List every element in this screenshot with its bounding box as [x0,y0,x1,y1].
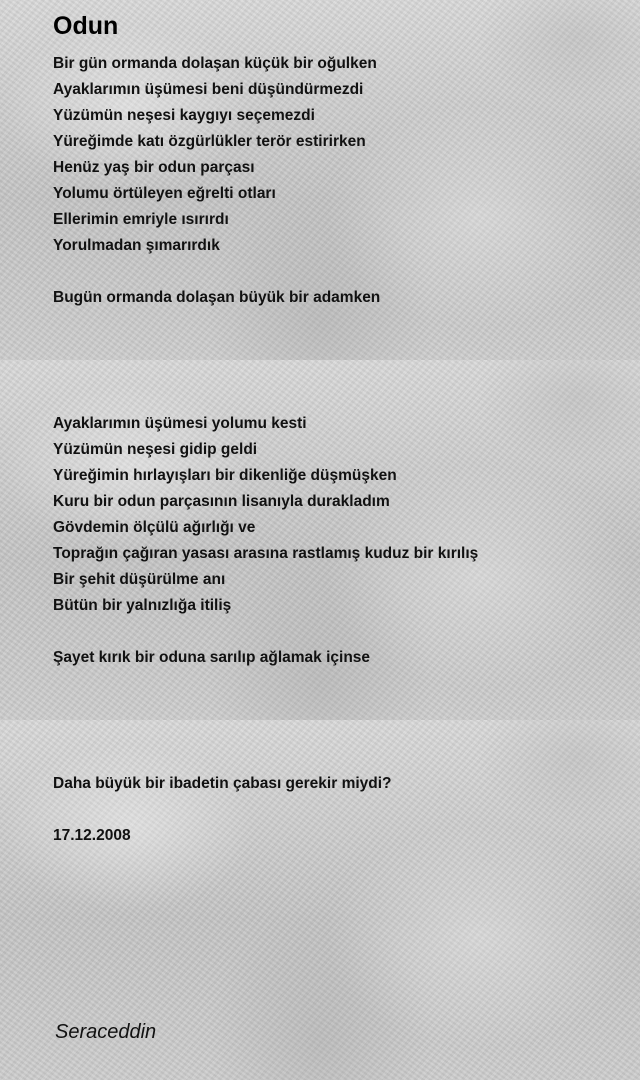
poem-line: Yüreğimde katı özgürlükler terör estirirken [53,133,366,150]
poem-line: Daha büyük bir ibadetin çabası gerekir miydi? [53,775,392,792]
poem-line: Ayaklarımın üşümesi yolumu kesti [53,415,307,432]
poem-line: Henüz yaş bir odun parçası [53,159,255,176]
poem-line: Bütün bir yalnızlığa itiliş [53,597,232,614]
poem-line: Yüzümün neşesi kaygıyı seçemezdi [53,107,315,124]
poem-line: Kuru bir odun parçasının lisanıyla durakladım [53,493,390,510]
poem-line: Ellerimin emriyle ısırırdı [53,211,229,228]
poem-section-1 [53,51,380,311]
poem-line: Ayaklarımın üşümesi beni düşündürmezdi [53,81,364,98]
poem-line: Bugün ormanda dolaşan büyük bir adamken [53,289,381,306]
poem-section-2 [53,411,478,671]
poem-author: Seraceddin [55,1021,157,1043]
poem-title: Odun [53,12,119,40]
poem-section-3 [53,771,392,849]
poem-line: Gövdemin ölçülü ağırlığı ve [53,519,256,536]
poem-stanza-gap [53,797,392,823]
poem-stanza-gap [53,259,380,285]
poem-stanza-gap [53,619,478,645]
poem-line: Bir şehit düşürülme anı [53,571,226,588]
poem-line: Bir gün ormanda dolaşan küçük bir oğulken [53,55,377,72]
poem-line: Yüreğimin hırlayışları bir dikenliğe düşmüşken [53,467,397,484]
poem-line: Şayet kırık bir oduna sarılıp ağlamak içinse [53,649,371,666]
poem-line: Yüzümün neşesi gidip geldi [53,441,258,458]
poem-line: Toprağın çağıran yasası arasına rastlamış kuduz bir kırılış [53,545,479,562]
poem-date: 17.12.2008 [53,827,131,844]
poem-line: Yorulmadan şımarırdık [53,237,220,254]
poem-line: Yolumu örtüleyen eğrelti otları [53,185,276,202]
